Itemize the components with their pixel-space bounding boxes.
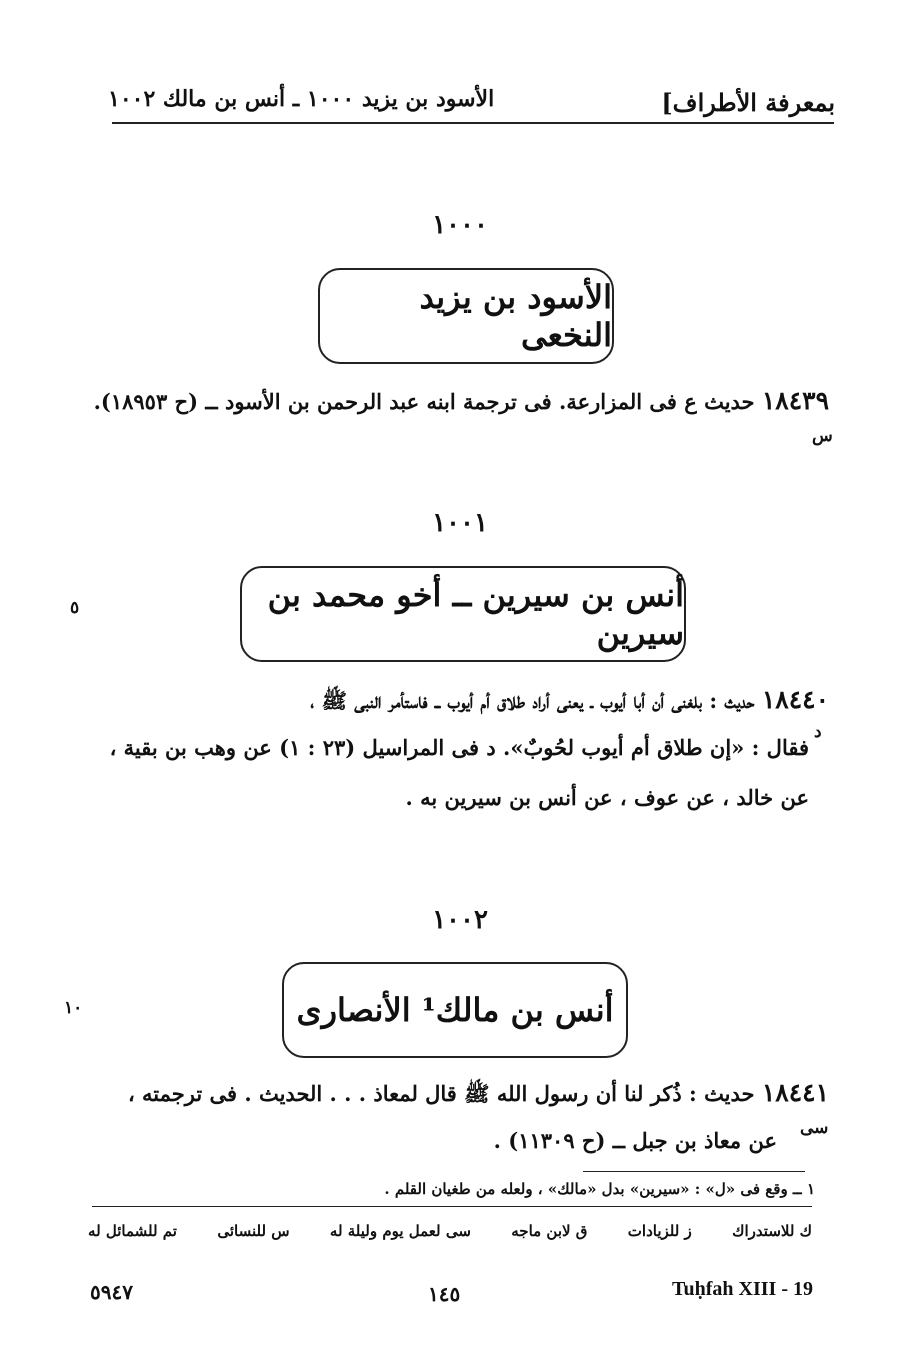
running-header-right: بمعرفة الأطراف] <box>661 88 835 117</box>
hadith-line <box>128 1078 829 1112</box>
narrator-box <box>282 962 628 1058</box>
hadith-line <box>110 735 809 760</box>
section-number: ١٠٠٢ <box>432 905 488 935</box>
section-number: ١٠٠١ <box>432 508 488 538</box>
hadith-line <box>310 685 829 719</box>
header-rule <box>112 122 834 124</box>
hadith-line <box>94 386 829 415</box>
hadith-number: ١٨٤٣٩ <box>761 386 829 415</box>
volume-label: Tuḥfah XIII - 19 <box>672 1278 813 1300</box>
siglum-legend <box>88 1222 812 1240</box>
narrator-name: الأسود بن يزيد النخعى <box>419 278 612 354</box>
legend-item: ق لابن ماجه <box>511 1222 588 1240</box>
hadith-text: حديث : ذُكر لنا أن رسول الله ﷺ قال لمعاذ . . . الحديث . فى ترجمته ، <box>127 1081 755 1106</box>
footnote-rule <box>583 1171 805 1172</box>
hadith-number: ١٨٤٤٠ <box>761 685 829 714</box>
hadith-text: حديث ع فى المزارعة. فى ترجمة ابنه عبد الرحمن بن الأسود ــ (ح ١٨٩٥٣). <box>93 389 755 414</box>
narrator-name: أنس بن سيرين ــ أخو محمد بن سيرين <box>267 576 684 652</box>
footnote: ١ ــ وقع فى «ل» : «سيرين» بدل «مالك» ، ولعله من طغيان القلم . <box>384 1180 815 1198</box>
line-marker: ١٠ <box>64 998 83 1018</box>
hadith-text: عن خالد ، عن عوف ، عن أنس بن سيرين به . <box>405 785 809 810</box>
legend-rule <box>92 1206 812 1207</box>
hadith-number: ١٨٤٤١ <box>761 1078 829 1107</box>
section-number: ١٠٠٠ <box>432 210 488 240</box>
footer-code: ٥٩٤٧ <box>90 1280 133 1304</box>
narrator-box <box>318 268 614 364</box>
hadith-text: فقال : «إن طلاق أم أيوب لحُوبٌ». د فى المراسيل (٢٣ : ١) عن وهب بن بقية ، <box>109 735 809 760</box>
hadith-text: عن معاذ بن جبل ــ (ح ١١٣٠٩) . <box>493 1128 777 1153</box>
margin-siglum: د <box>814 722 822 742</box>
legend-item: تم للشمائل له <box>88 1222 177 1240</box>
running-header-left: الأسود بن يزيد ١٠٠٠ ـ أنس بن مالك ١٠٠٢ <box>108 86 495 112</box>
legend-item: ك للاستدراك <box>732 1222 812 1240</box>
legend-item: سى لعمل يوم وليلة له <box>329 1222 471 1240</box>
line-marker: ٥ <box>70 598 80 618</box>
legend-item: ز للزيادات <box>627 1222 692 1240</box>
page-number: ١٤٥ <box>428 1282 461 1306</box>
margin-siglum: س <box>812 426 833 446</box>
hadith-line <box>494 1128 777 1153</box>
legend-item: س للنسائى <box>217 1222 290 1240</box>
narrator-name: أنس بن مالك¹ الأنصارى <box>296 991 614 1029</box>
narrator-box <box>240 566 686 662</box>
hadith-line <box>405 785 809 810</box>
hadith-text: حديث : بلغنى أن أبا أيوب ـ يعنى أراد طلاق أم أيوب ــ فاستأمر النبى ﷺ ، <box>310 688 755 713</box>
margin-siglum: سى <box>800 1118 829 1138</box>
